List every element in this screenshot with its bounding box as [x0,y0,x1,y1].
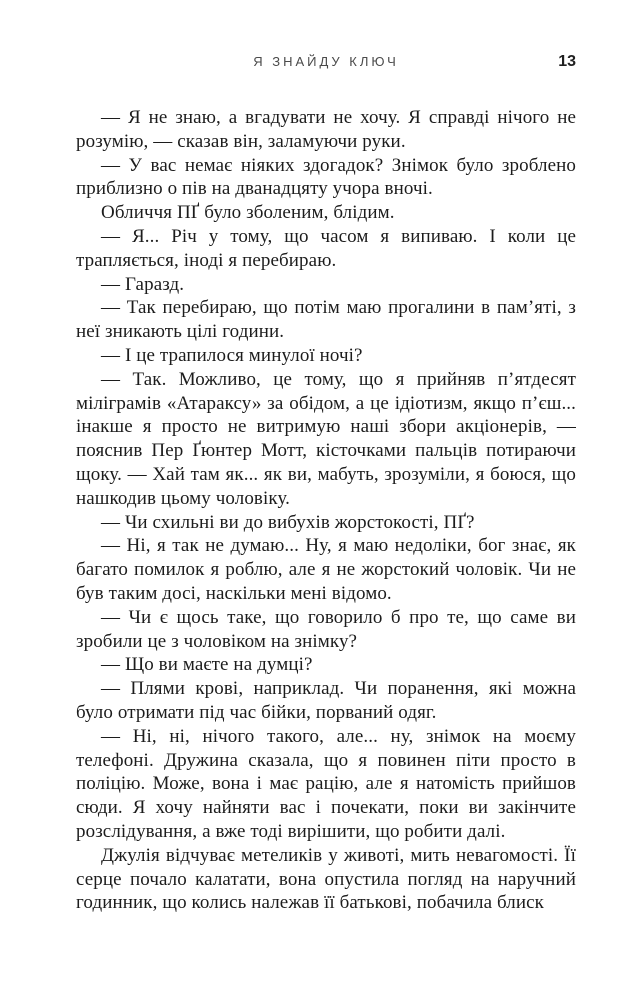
running-head [76,52,576,72]
paragraph: — Чи є щось таке, що говорило б про те, що саме ви зробили це з чоловіком на знімку? [76,606,576,652]
paragraph: — У вас немає ніяких здогадок? Знімок було зроблено приблизно о пів на дванадцяту учора вночі. [76,154,576,200]
paragraph: — Чи схильні ви до вибухів жорстокості, ПҐ? [101,511,475,533]
paragraph: — Ні, я так не думаю... Ну, я маю недоліки, бог знає, як багато помилок я роблю, але я не жорстокий чоловік. Чи не був таким досі, наскільки мені відомо. [76,535,576,604]
page-body-text [76,106,576,915]
paragraph: — Плями крові, наприклад. Чи поранення, які можна було отримати під час бійки, порваний одяг. [76,678,576,723]
paragraph: — Я не знаю, а вгадувати не хочу. Я справді нічого не розумію, — сказав він, заламуючи руки. [76,107,576,152]
paragraph: Джулія відчуває метеликів у животі, мить невагомості. Її серце почало калатати, вона опустила погляд на наручний годинник, що колись належав її батькові, побачила блиск [76,844,576,914]
paragraph: — Так. Можливо, це тому, що я прийняв п’ятдесят міліграмів «Атараксу» за обідом, а це ідіотизм, якщо п’єш... інакше я просто не витримую наші збори акціонерів, — пояснив Пер Ґюнтер Мотт, кісточками пальців потираючи щоку. — Хай там як... як ви, мабуть, зрозуміли, я боюся, що нашкодив цьому чоловіку. [76,368,576,509]
page-number: 13 [558,53,576,70]
paragraph: — І це трапилося минулої ночі? [101,344,363,366]
paragraph: — Ні, ні, нічого такого, але... ну, знімок на моєму телефоні. Дружина сказала, що я повинен піти просто в поліцію. Може, вона і має рацію, але я натомість прийшов сюди. Я хочу найняти вас і почекати, поки ви закінчите розслідування, а вже тоді вирішити, що робити далі. [76,725,576,842]
running-title: Я ЗНАЙДУ КЛЮЧ [253,54,399,69]
paragraph: — Що ви маєте на думці? [101,654,313,676]
paragraph: Обличчя ПҐ було зболеним, блідим. [101,202,395,224]
paragraph: — Так перебираю, що потім маю прогалини в пам’яті, з неї зникають цілі години. [76,297,576,343]
paragraph: — Я... Річ у тому, що часом я випиваю. І коли це трапляється, іноді я перебираю. [76,225,576,271]
paragraph: — Гаразд. [101,273,185,295]
